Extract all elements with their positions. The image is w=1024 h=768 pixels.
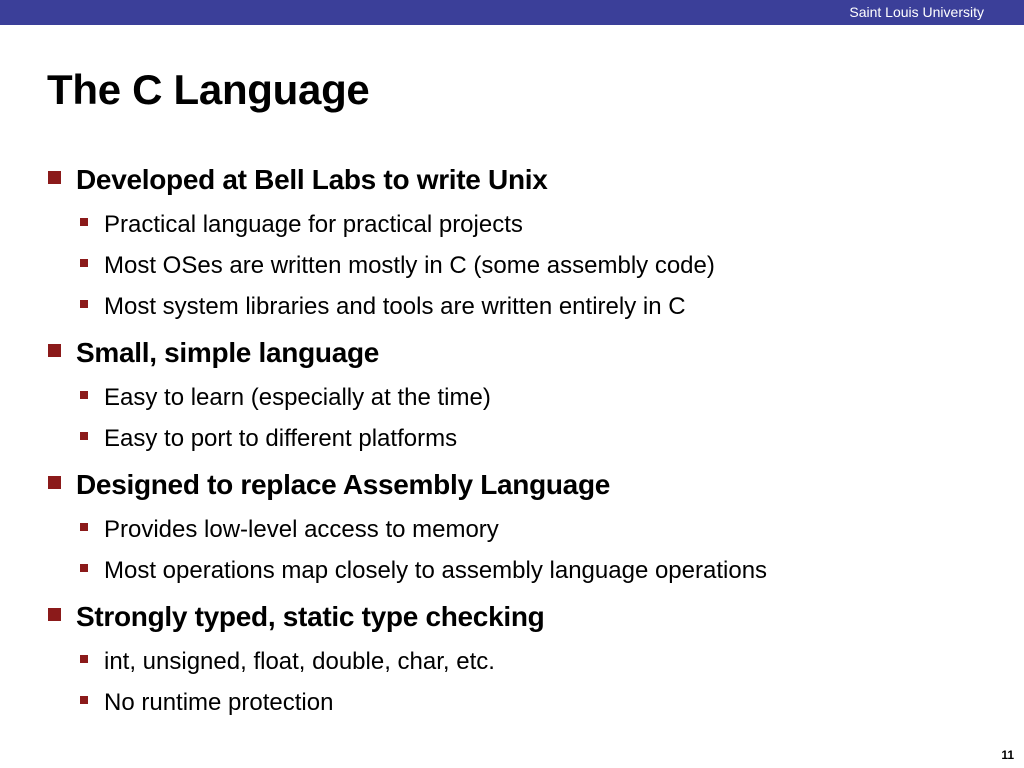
small-square-bullet-icon <box>80 259 88 267</box>
square-bullet-icon <box>48 476 61 489</box>
small-square-bullet-icon <box>80 523 88 531</box>
small-square-bullet-icon <box>80 391 88 399</box>
small-square-bullet-icon <box>80 432 88 440</box>
main-bullet-item <box>48 469 610 501</box>
university-name: Saint Louis University <box>849 4 984 20</box>
sub-bullet-text: Most operations map closely to assembly language operations <box>104 557 768 584</box>
sub-bullet-item <box>80 516 499 544</box>
small-square-bullet-icon <box>80 696 88 704</box>
sub-bullet-text: No runtime protection <box>104 689 334 716</box>
sub-bullet-text: Most OSes are written mostly in C (some assembly code) <box>104 252 715 279</box>
main-bullet-text: Strongly typed, static type checking <box>76 601 545 632</box>
sub-bullet-item <box>80 557 767 585</box>
main-bullet-item <box>48 164 548 196</box>
sub-bullet-item <box>80 648 495 676</box>
small-square-bullet-icon <box>80 300 88 308</box>
sub-bullet-item <box>80 211 523 239</box>
sub-bullet-item <box>80 293 686 321</box>
small-square-bullet-icon <box>80 218 88 226</box>
slide-title: The C Language <box>47 66 370 113</box>
main-bullet-item <box>48 601 544 633</box>
sub-bullet-text: Practical language for practical projects <box>104 211 523 238</box>
sub-bullet-text: Provides low-level access to memory <box>104 516 499 543</box>
sub-bullet-item <box>80 384 491 412</box>
small-square-bullet-icon <box>80 564 88 572</box>
page-number: 11 <box>1001 748 1014 762</box>
sub-bullet-item <box>80 425 457 453</box>
square-bullet-icon <box>48 171 61 184</box>
square-bullet-icon <box>48 344 61 357</box>
sub-bullet-text: int, unsigned, float, double, char, etc. <box>104 648 495 675</box>
square-bullet-icon <box>48 608 61 621</box>
small-square-bullet-icon <box>80 655 88 663</box>
sub-bullet-text: Easy to port to different platforms <box>104 425 458 452</box>
sub-bullet-item <box>80 689 333 717</box>
main-bullet-text: Small, simple language <box>76 337 380 368</box>
main-bullet-item <box>48 337 379 369</box>
main-bullet-text: Designed to replace Assembly Language <box>76 469 611 500</box>
sub-bullet-text: Easy to learn (especially at the time) <box>104 384 491 411</box>
sub-bullet-text: Most system libraries and tools are written entirely in C <box>104 293 686 320</box>
sub-bullet-item <box>80 252 715 280</box>
main-bullet-text: Developed at Bell Labs to write Unix <box>76 164 548 195</box>
